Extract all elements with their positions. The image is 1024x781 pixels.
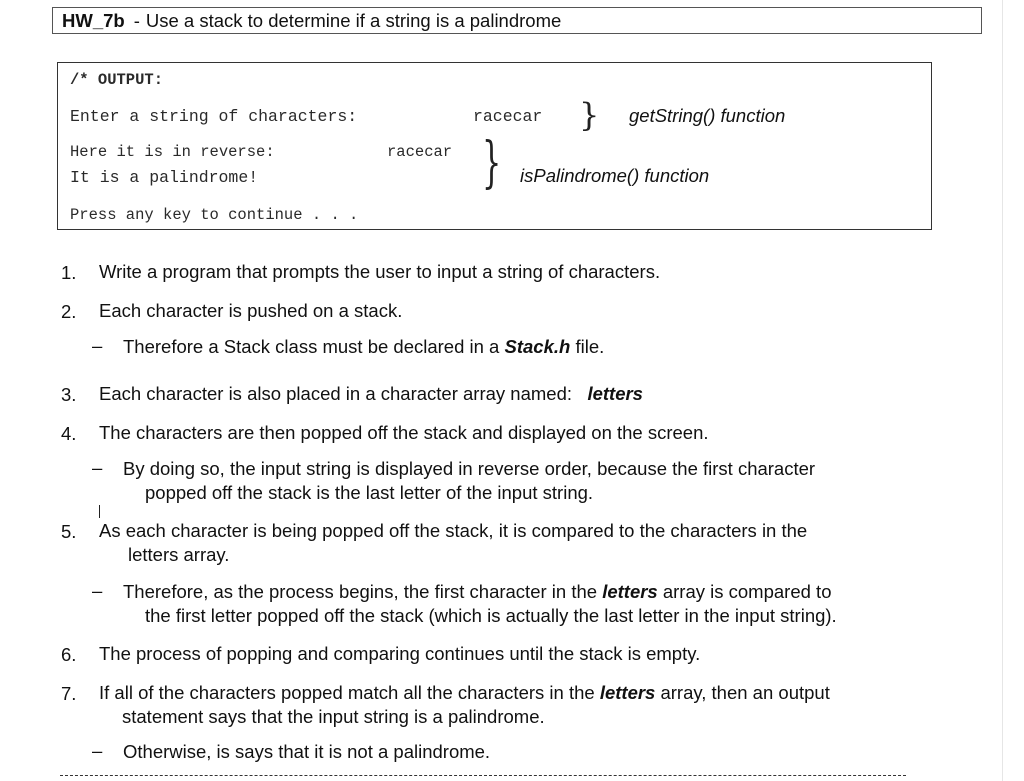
step-5-number: 5.: [61, 521, 77, 542]
step-6-text: The process of popping and comparing continues until the stack is empty.: [99, 643, 701, 664]
assignment-title: Use a stack to determine if a string is a palindrome: [145, 10, 562, 31]
step-7-number: 7.: [61, 683, 77, 704]
step-5-sub: Therefore, as the process begins, the first character in the letters array is compared to the first letter popped off the stack (which is actually the last letter in the input string).: [123, 581, 837, 626]
assignment-header: [52, 7, 982, 34]
step-7-sub: Otherwise, is says that it is not a palindrome.: [123, 741, 491, 762]
bullet-dash: –: [92, 740, 103, 761]
bullet-dash: –: [92, 457, 103, 478]
stack-h-filename: Stack.h: [504, 336, 571, 357]
assignment-code: HW_7b: [62, 10, 125, 31]
prompt-value: racecar: [473, 107, 543, 126]
output-heading: /* OUTPUT:: [70, 71, 164, 89]
step-6-number: 6.: [61, 644, 77, 665]
continue-prompt: Press any key to continue . . .: [70, 206, 359, 224]
getstring-annotation: getString() function: [629, 105, 786, 126]
ispalindrome-brace: }: [482, 130, 502, 194]
text-cursor: [99, 505, 100, 518]
prompt-label: Enter a string of characters:: [70, 107, 358, 126]
step-1-number: 1.: [61, 262, 77, 283]
letters-array-name: letters: [587, 383, 643, 404]
step-4-text: The characters are then popped off the stack and displayed on the screen.: [99, 422, 709, 443]
step-7-text: If all of the characters popped match all the characters in the letters array, then an output statement says that the input string is a palindrome.: [99, 682, 830, 727]
dashed-divider: [60, 775, 906, 776]
step-5-text: As each character is being popped off the stack, it is compared to the characters in the letters array.: [99, 520, 808, 565]
palindrome-result: It is a palindrome!: [70, 168, 259, 187]
ispalindrome-annotation: isPalindrome() function: [520, 165, 710, 186]
bullet-dash: –: [92, 580, 103, 601]
step-3-text: Each character is also placed in a character array named: letters: [99, 383, 643, 404]
step-2-text: Each character is pushed on a stack.: [99, 300, 403, 321]
sample-output-box: [57, 62, 932, 230]
bullet-dash: –: [92, 335, 103, 356]
step-4-sub: By doing so, the input string is displayed in reverse order, because the first character popped off the stack is the last letter of the input string.: [123, 458, 816, 503]
step-4-number: 4.: [61, 423, 77, 444]
step-2-sub: Therefore a Stack class must be declared in a Stack.h file.: [123, 336, 605, 357]
reverse-label: Here it is in reverse:: [70, 143, 275, 161]
step-1-text: Write a program that prompts the user to input a string of characters.: [99, 261, 661, 282]
step-3-number: 3.: [61, 384, 77, 405]
reverse-value: racecar: [387, 143, 453, 161]
getstring-brace: }: [579, 96, 600, 134]
header-separator: -: [133, 10, 140, 31]
step-2-number: 2.: [61, 301, 77, 322]
page-edge-line: [1002, 0, 1003, 781]
